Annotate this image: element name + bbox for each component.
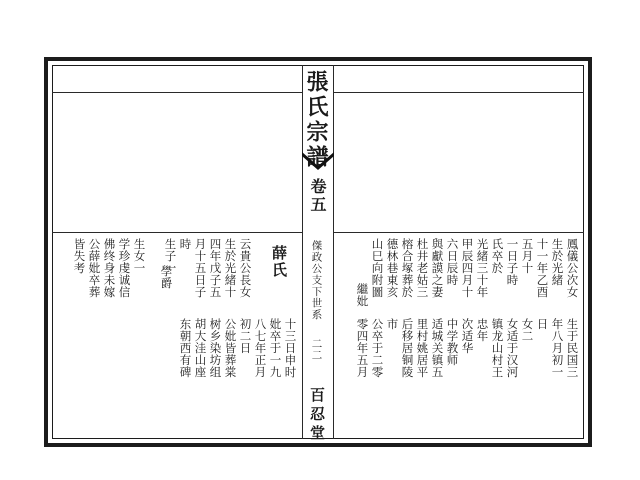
son-name: 學爵 [159, 265, 174, 289]
volume-label: 卷五 [308, 178, 327, 214]
text-column: 公妣皆葬棠 [223, 318, 238, 378]
text-column: 生女一 [132, 238, 147, 274]
text-column: 德林巷東亥 [385, 238, 400, 298]
text-column: 與獻謨之妻 [430, 238, 445, 298]
text-column: 次适华 [460, 318, 475, 354]
text-column: 鳳儀公次女 [565, 238, 580, 298]
text-column: 生于民国三 [565, 318, 580, 378]
text-column: 繼妣 [355, 283, 370, 307]
text-column: 零四年五月 [355, 318, 370, 378]
text-column: 女适于汉河 [505, 318, 520, 378]
register-line-mid [52, 232, 302, 233]
text-column: 东朝西有碑 [178, 318, 193, 378]
text-column: 佛终身未嫁 [102, 238, 117, 298]
text-column: 時 [178, 238, 193, 250]
text-column: 八七年正月 [253, 318, 268, 378]
text-column: 榕合塚葬於 [400, 238, 415, 298]
text-column: 甲辰四月十 [460, 238, 475, 298]
register-line-top [52, 92, 302, 93]
text-column: 适城关镇五 [430, 318, 445, 378]
spine-border-right [333, 65, 334, 439]
text-column: 后移居铜陵 [400, 318, 415, 378]
hall-name: 百忍堂 [308, 387, 326, 444]
text-column: 四年戊子五 [208, 238, 223, 298]
text-column: 一日子時 [505, 238, 520, 286]
text-column: 生於光緒 [550, 238, 565, 286]
page-number: 二二 [310, 338, 323, 361]
text-column: 公薛妣卒葬 [87, 238, 102, 298]
text-column: 学珍虔诚信 [117, 238, 132, 298]
text-column: 生於光緒十 [223, 238, 238, 298]
text-column: 六日辰時 [445, 238, 460, 286]
text-column: 氏卒於 [490, 238, 505, 274]
text-column: 云貴公長女 [238, 238, 253, 298]
text-column: 市 [385, 318, 400, 330]
surname-heading: 薛氏 [270, 245, 288, 279]
text-column: 初二日 [238, 318, 253, 354]
text-column: 胡大洼山座 [193, 318, 208, 378]
text-column: 皆失考 [72, 238, 87, 274]
text-column: 女二 [520, 318, 535, 342]
text-column: 光緒三十年 [475, 238, 490, 298]
text-column: 中学教师 [445, 318, 460, 366]
text-column: 里村姚居平 [415, 318, 430, 378]
register-line-top [333, 92, 584, 93]
text-column: 日 [535, 318, 550, 330]
section-heading: 傑政公支下世系 [310, 240, 323, 321]
text-column: 杜井老姑三 [415, 238, 430, 298]
text-column: 镇龙山村王 [490, 318, 505, 378]
text-column: 忠年 [475, 318, 490, 342]
text-column: 十三日申时 [283, 318, 298, 378]
text-column: 年八月初一 [550, 318, 565, 378]
text-column: 生子一 [163, 238, 178, 274]
book-title: 張氏宗譜 [303, 70, 329, 170]
text-column: 公卒于二零 [370, 318, 385, 378]
text-column: 月十五日子 [193, 238, 208, 298]
text-column: 树乡染坊组 [208, 318, 223, 378]
register-line-mid [333, 232, 584, 233]
text-column: 妣卒于一九 [268, 318, 283, 378]
fishtail-ornament [302, 152, 334, 178]
text-column: 山巳向附圖 [370, 238, 385, 298]
text-column: 十一年乙酉 [535, 238, 550, 298]
text-column: 五月十 [520, 238, 535, 274]
